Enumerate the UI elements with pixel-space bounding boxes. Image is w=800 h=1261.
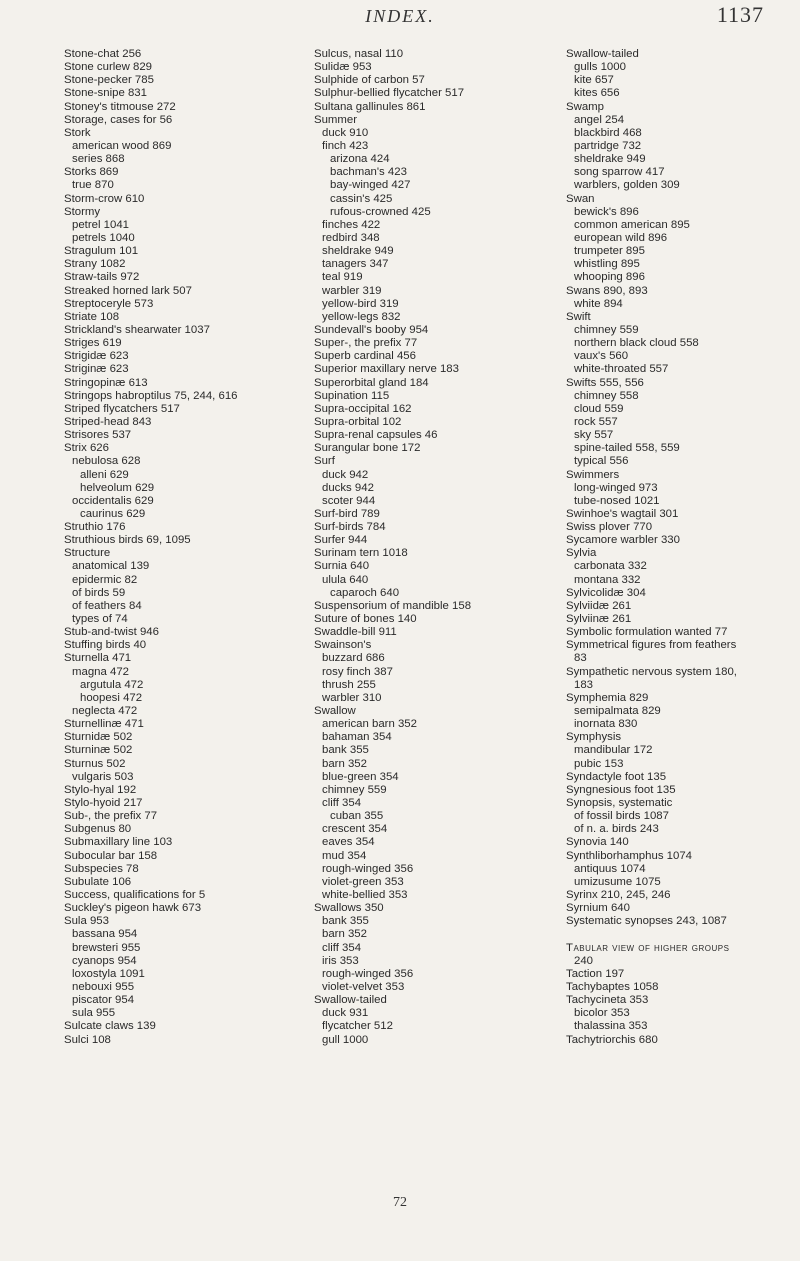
index-entry: Success, qualifications for 5 bbox=[64, 889, 206, 901]
index-entry: song sparrow 417 bbox=[574, 166, 665, 179]
index-entry: long-winged 973 bbox=[574, 481, 658, 494]
index-entry: caurinus 629 bbox=[80, 507, 146, 520]
index-entry: Stone-pecker 785 bbox=[64, 74, 154, 87]
index-entry: hoopesi 472 bbox=[80, 691, 143, 704]
index-column-2 bbox=[314, 48, 552, 1047]
index-entry: vulgaris 503 bbox=[72, 770, 134, 783]
index-entry: Stoney's titmouse 272 bbox=[64, 100, 176, 113]
index-entry: Storks 869 bbox=[64, 166, 119, 179]
index-entry: Surinam tern 1018 bbox=[314, 547, 408, 560]
index-entry: trumpeter 895 bbox=[574, 245, 645, 258]
index-entry: petrel 1041 bbox=[72, 218, 129, 231]
index-entry: bachman's 423 bbox=[330, 166, 407, 179]
index-entry: blackbird 468 bbox=[574, 126, 642, 139]
index-entry: Syndactyle foot 135 bbox=[566, 770, 667, 783]
index-entry: northern black cloud 558 bbox=[574, 337, 699, 350]
index-entry: helveolum 629 bbox=[80, 481, 155, 494]
index-entry: Sturnidæ 502 bbox=[64, 731, 133, 744]
index-entry: Stub-and-twist 946 bbox=[64, 626, 159, 639]
index-entry: Supination 115 bbox=[314, 389, 390, 402]
index-entry: angel 254 bbox=[574, 113, 625, 126]
index-entry: buzzard 686 bbox=[322, 652, 385, 665]
index-entry: Surf bbox=[314, 455, 335, 468]
index-entry: Storm-crow 610 bbox=[64, 192, 145, 205]
index-entry: Structure bbox=[64, 547, 111, 560]
index-entry: ulula 640 bbox=[322, 573, 369, 586]
index-entry: teal 919 bbox=[322, 271, 363, 284]
index-entry: of birds 59 bbox=[72, 586, 126, 599]
index-entry: Sulcus, nasal 110 bbox=[314, 48, 404, 60]
index-entry: Streaked horned lark 507 bbox=[64, 284, 192, 297]
index-entry: Summer bbox=[314, 113, 358, 126]
index-entry: Swimmers bbox=[566, 468, 620, 481]
index-entry: Suspensorium of mandible 158 bbox=[314, 599, 472, 612]
index-entry: barn 352 bbox=[322, 928, 367, 941]
index-entry: american wood 869 bbox=[72, 139, 172, 152]
index-entry: Surangular bone 172 bbox=[314, 442, 421, 455]
index-entry: Tachybaptes 1058 bbox=[566, 980, 659, 993]
index-entry: Suckley's pigeon hawk 673 bbox=[64, 902, 202, 915]
index-entry: barn 352 bbox=[322, 757, 367, 770]
index-entry: spine-tailed 558, 559 bbox=[574, 442, 680, 455]
index-entry: Supra-occipital 162 bbox=[314, 402, 412, 415]
index-entry: Swifts 555, 556 bbox=[566, 376, 644, 389]
index-entry: Swallow bbox=[314, 705, 356, 718]
index-entry: american barn 352 bbox=[322, 718, 417, 731]
index-entry: inornata 830 bbox=[574, 718, 638, 731]
index-entry: Synthliborhamphus 1074 bbox=[566, 849, 693, 862]
index-entry: types of 74 bbox=[72, 613, 128, 626]
index-entry: Symmetrical figures from feathers bbox=[566, 639, 737, 652]
index-entry: occidentalis 629 bbox=[72, 494, 154, 507]
index-entry: Syrinx 210, 245, 246 bbox=[566, 889, 671, 901]
index-entry: common american 895 bbox=[574, 218, 690, 231]
index-entry: Submaxillary line 103 bbox=[64, 836, 173, 849]
index-entry: Stylo-hyoid 217 bbox=[64, 797, 143, 810]
index-entry: Symphysis bbox=[566, 731, 622, 744]
index-entry: yellow-bird 319 bbox=[322, 297, 399, 310]
index-entry: Strisores 537 bbox=[64, 429, 132, 442]
index-entry: Taction 197 bbox=[566, 967, 625, 980]
index-entry: Sylvicolidæ 304 bbox=[566, 586, 646, 599]
index-entry: Strigidæ 623 bbox=[64, 350, 129, 363]
index-entry: anatomical 139 bbox=[72, 560, 150, 573]
index-entry: blue-green 354 bbox=[322, 770, 399, 783]
index-entry: epidermic 82 bbox=[72, 573, 138, 586]
index-entry: Swallows 350 bbox=[314, 902, 384, 915]
index-column-1 bbox=[64, 48, 314, 1047]
index-entry: Suture of bones 140 bbox=[314, 613, 417, 626]
index-entry: Sturnella 471 bbox=[64, 652, 132, 665]
index-entry: Surf-birds 784 bbox=[314, 521, 386, 534]
index-entry: chimney 558 bbox=[574, 389, 639, 402]
index-entry: scoter 944 bbox=[322, 494, 376, 507]
index-entry: Stormy bbox=[64, 205, 101, 218]
index-entry: series 868 bbox=[72, 153, 125, 166]
index-entry: Strany 1082 bbox=[64, 258, 126, 271]
index-entry: partridge 732 bbox=[574, 139, 642, 152]
index-entry: semipalmata 829 bbox=[574, 705, 661, 718]
index-entry: Superior maxillary nerve 183 bbox=[314, 363, 459, 376]
index-entry: bay-winged 427 bbox=[330, 179, 411, 192]
index-entry: tube-nosed 1021 bbox=[574, 494, 660, 507]
page-number: 1137 bbox=[716, 2, 764, 27]
index-entry: Striginæ 623 bbox=[64, 363, 129, 376]
index-entry: rufous-crowned 425 bbox=[330, 205, 431, 218]
index-entry: Systematic synopses 243, 1087 bbox=[566, 915, 727, 928]
index-entry: Superorbital gland 184 bbox=[314, 376, 429, 389]
index-entry: Sula 953 bbox=[64, 915, 109, 928]
index-entry: magna 472 bbox=[72, 665, 129, 678]
index-entry: white-bellied 353 bbox=[322, 889, 408, 901]
index-entry: alleni 629 bbox=[80, 468, 129, 481]
index-column-3 bbox=[566, 48, 800, 1047]
index-entry: Tabular view of higher groups bbox=[566, 941, 730, 954]
index-entry: rough-winged 356 bbox=[322, 862, 414, 875]
index-entry: flycatcher 512 bbox=[322, 1020, 393, 1033]
index-entry: umizusume 1075 bbox=[574, 875, 661, 888]
index-entry: vaux's 560 bbox=[574, 350, 629, 363]
index-entry: Sturnus 502 bbox=[64, 757, 126, 770]
index-entry: Subocular bar 158 bbox=[64, 849, 158, 862]
index-entry: Streptoceryle 573 bbox=[64, 297, 154, 310]
index-entry: cloud 559 bbox=[574, 402, 624, 415]
index-entry: Tachycineta 353 bbox=[566, 994, 649, 1007]
index-entry: Surfer 944 bbox=[314, 534, 368, 547]
index-entry: bewick's 896 bbox=[574, 205, 639, 218]
index-entry: petrels 1040 bbox=[72, 231, 135, 244]
index-entry: violet-green 353 bbox=[322, 875, 404, 888]
index-entry: european wild 896 bbox=[574, 231, 668, 244]
index-entry: crescent 354 bbox=[322, 823, 388, 836]
index-entry: sky 557 bbox=[574, 429, 614, 442]
running-title: INDEX. bbox=[365, 6, 435, 26]
index-entry: Stuffing birds 40 bbox=[64, 639, 147, 652]
index-entry: chimney 559 bbox=[574, 323, 639, 336]
index-entry: bahaman 354 bbox=[322, 731, 392, 744]
index-entry: Synovia 140 bbox=[566, 836, 629, 849]
index-entry: Stragulum 101 bbox=[64, 245, 139, 258]
index-entry: Syngnesious foot 135 bbox=[566, 783, 676, 796]
index-entry: Subulate 106 bbox=[64, 875, 132, 888]
index-entry: piscator 954 bbox=[72, 994, 135, 1007]
index-entry: Swaddle-bill 911 bbox=[314, 626, 397, 639]
index-entry: antiquus 1074 bbox=[574, 862, 646, 875]
index-entry: Sylviinæ 261 bbox=[566, 613, 632, 626]
index-entry: Swallow-tailed bbox=[566, 48, 639, 60]
index-entry: Swainson's bbox=[314, 639, 372, 652]
index-entry: Subgenus 80 bbox=[64, 823, 132, 836]
index-entry: cyanops 954 bbox=[72, 954, 137, 967]
index-entry: Stone-snipe 831 bbox=[64, 87, 147, 100]
index-entry: finch 423 bbox=[322, 139, 369, 152]
index-entry bbox=[566, 928, 800, 941]
index-entry: duck 910 bbox=[322, 126, 369, 139]
index-entry: Sulcate claws 139 bbox=[64, 1020, 156, 1033]
index-entry: Sylviidæ 261 bbox=[566, 599, 632, 612]
index-entry: ducks 942 bbox=[322, 481, 374, 494]
index-entry: Stylo-hyal 192 bbox=[64, 783, 137, 796]
index-entry: Sulphur-bellied flycatcher 517 bbox=[314, 87, 465, 100]
index-entry: Swift bbox=[566, 310, 591, 323]
index-entry: mandibular 172 bbox=[574, 744, 653, 757]
index-entry: finches 422 bbox=[322, 218, 381, 231]
index-entry: kites 656 bbox=[574, 87, 620, 100]
index-entry: Swallow-tailed bbox=[314, 994, 387, 1007]
index-entry: 183 bbox=[574, 678, 594, 691]
index-entry: eaves 354 bbox=[322, 836, 375, 849]
index-entry: bassana 954 bbox=[72, 928, 138, 941]
index-entry: Sylvia bbox=[566, 547, 597, 560]
index-entry: rock 557 bbox=[574, 415, 618, 428]
index-entry: Sultana gallinules 861 bbox=[314, 100, 426, 113]
index-entry: sheldrake 949 bbox=[574, 153, 646, 166]
index-entry: bicolor 353 bbox=[574, 1007, 630, 1020]
index-entry: caparoch 640 bbox=[330, 586, 400, 599]
index-entry: Swans 890, 893 bbox=[566, 284, 648, 297]
index-entry: violet-velvet 353 bbox=[322, 980, 405, 993]
index-entry: yellow-legs 832 bbox=[322, 310, 401, 323]
index-entry: montana 332 bbox=[574, 573, 641, 586]
index-entry: of fossil birds 1087 bbox=[574, 810, 669, 823]
index-entry: neglecta 472 bbox=[72, 705, 138, 718]
index-entry: Swinhoe's wagtail 301 bbox=[566, 507, 679, 520]
index-entry: Struthio 176 bbox=[64, 521, 126, 534]
index-entry: cliff 354 bbox=[322, 797, 362, 810]
index-entry: Super-, the prefix 77 bbox=[314, 337, 418, 350]
index-entry: bank 355 bbox=[322, 915, 369, 928]
index-entry: Syrnium 640 bbox=[566, 902, 630, 915]
index-entry: Swiss plover 770 bbox=[566, 521, 653, 534]
signature-mark: 72 bbox=[393, 1195, 407, 1210]
index-entry: sheldrake 949 bbox=[322, 245, 394, 258]
index-entry: Struthious birds 69, 1095 bbox=[64, 534, 191, 547]
index-entry: thrush 255 bbox=[322, 678, 376, 691]
index-entry: mud 354 bbox=[322, 849, 367, 862]
index-entry: chimney 559 bbox=[322, 783, 387, 796]
index-entry: Stringops habroptilus 75, 244, 616 bbox=[64, 389, 238, 402]
index-entry: brewsteri 955 bbox=[72, 941, 141, 954]
index-entry: Straw-tails 972 bbox=[64, 271, 140, 284]
index-entry: Sulphide of carbon 57 bbox=[314, 74, 425, 87]
index-entry: Striges 619 bbox=[64, 337, 122, 350]
index-entry: carbonata 332 bbox=[574, 560, 647, 573]
index-entry: Sturninæ 502 bbox=[64, 744, 133, 757]
index-entry: warblers, golden 309 bbox=[574, 179, 680, 192]
index-entry: Stone-chat 256 bbox=[64, 48, 142, 60]
index-entry: gulls 1000 bbox=[574, 61, 626, 74]
index-entry: thalassina 353 bbox=[574, 1020, 648, 1033]
index-entry: gull 1000 bbox=[322, 1033, 369, 1046]
index-entry: Subspecies 78 bbox=[64, 862, 139, 875]
index-entry: Storage, cases for 56 bbox=[64, 113, 173, 126]
index-entry: 240 bbox=[574, 954, 594, 967]
index-entry: whistling 895 bbox=[574, 258, 640, 271]
index-entry: Sulidæ 953 bbox=[314, 61, 372, 74]
index-entry: of n. a. birds 243 bbox=[574, 823, 659, 836]
index-entry: Supra-orbital 102 bbox=[314, 415, 402, 428]
index-entry: Superb cardinal 456 bbox=[314, 350, 416, 363]
index-entry: Synopsis, systematic bbox=[566, 797, 673, 810]
index-entry: Swamp bbox=[566, 100, 604, 113]
index-entry: Symbolic formulation wanted 77 bbox=[566, 626, 728, 639]
index-entry: white-throated 557 bbox=[574, 363, 669, 376]
index-entry: cliff 354 bbox=[322, 941, 362, 954]
index-entry: Surf-bird 789 bbox=[314, 507, 380, 520]
index-entry: whooping 896 bbox=[574, 271, 645, 284]
index-entry: Stone curlew 829 bbox=[64, 61, 153, 74]
index-entry: Striate 108 bbox=[64, 310, 120, 323]
index-entry: pubic 153 bbox=[574, 757, 624, 770]
index-entry: bank 355 bbox=[322, 744, 369, 757]
index-entry: Sulci 108 bbox=[64, 1033, 111, 1046]
index-entry: argutula 472 bbox=[80, 678, 144, 691]
index-entry: Sympathetic nervous system 180, bbox=[566, 665, 737, 678]
index-entry: loxostyla 1091 bbox=[72, 967, 145, 980]
index-entry: tanagers 347 bbox=[322, 258, 389, 271]
index-entry: of feathers 84 bbox=[72, 599, 142, 612]
index-entry: true 870 bbox=[72, 179, 114, 192]
index-entry: rough-winged 356 bbox=[322, 967, 414, 980]
index-entry: white 894 bbox=[574, 297, 623, 310]
index-entry: Stork bbox=[64, 126, 91, 139]
index-entry: rosy finch 387 bbox=[322, 665, 393, 678]
page-header bbox=[0, 0, 800, 40]
index-entry: typical 556 bbox=[574, 455, 629, 468]
index-entry: Surnia 640 bbox=[314, 560, 370, 573]
index-entry: Swan bbox=[566, 192, 595, 205]
index-entry: cuban 355 bbox=[330, 810, 384, 823]
index-entry: duck 931 bbox=[322, 1007, 369, 1020]
index-entry: Sturnellinæ 471 bbox=[64, 718, 144, 731]
index-entry: sula 955 bbox=[72, 1007, 116, 1020]
index-entry: Sycamore warbler 330 bbox=[566, 534, 680, 547]
index-entry: iris 353 bbox=[322, 954, 359, 967]
index-entry: arizona 424 bbox=[330, 153, 390, 166]
index-entry: redbird 348 bbox=[322, 231, 380, 244]
index-entry: Sub-, the prefix 77 bbox=[64, 810, 158, 823]
index-entry: Stringopinæ 613 bbox=[64, 376, 148, 389]
index-entry: Strix 626 bbox=[64, 442, 109, 455]
index-entry: Symphemia 829 bbox=[566, 691, 649, 704]
index-entry: nebouxi 955 bbox=[72, 980, 135, 993]
index-entry: Strickland's shearwater 1037 bbox=[64, 323, 210, 336]
index-entry: warbler 319 bbox=[322, 284, 382, 297]
index-entry: duck 942 bbox=[322, 468, 369, 481]
index-entry: kite 657 bbox=[574, 74, 614, 87]
index-entry: Striped flycatchers 517 bbox=[64, 402, 180, 415]
index-entry: Supra-renal capsules 46 bbox=[314, 429, 438, 442]
index-entry: cassin's 425 bbox=[330, 192, 393, 205]
index-entry: nebulosa 628 bbox=[72, 455, 141, 468]
index-entry: Tachytriorchis 680 bbox=[566, 1033, 658, 1046]
index-entry: Striped-head 843 bbox=[64, 415, 152, 428]
index-entry: 83 bbox=[574, 652, 587, 665]
index-entry: Sundevall's booby 954 bbox=[314, 323, 429, 336]
index-entry: warbler 310 bbox=[322, 691, 382, 704]
